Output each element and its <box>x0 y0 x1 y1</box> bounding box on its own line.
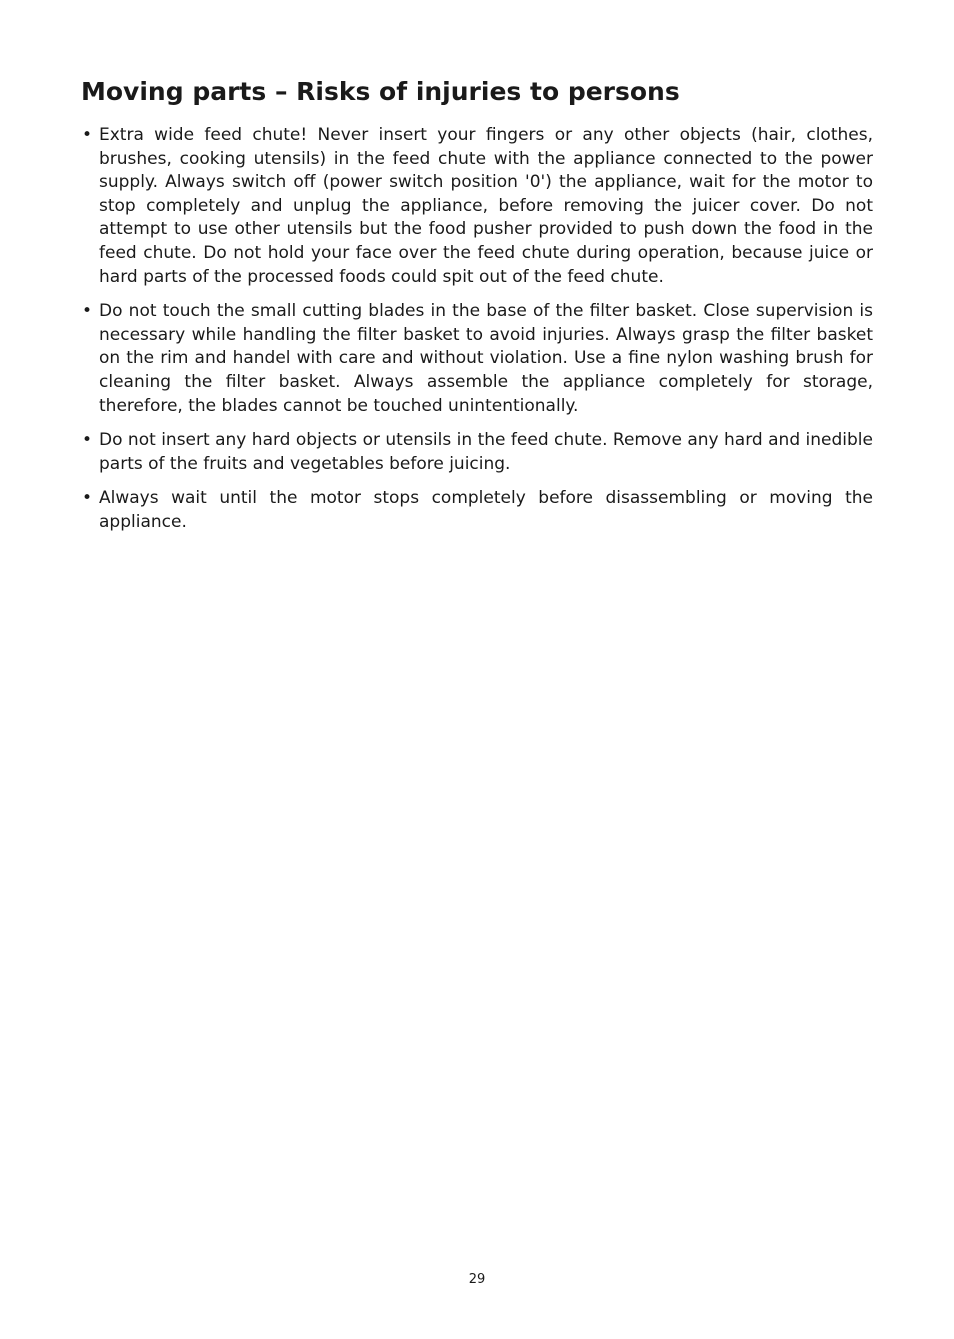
bullet-text: Do not insert any hard objects or utensils in the feed chute. Remove any hard and inedible parts of the fruits and vegetables before juicing. <box>99 430 873 474</box>
bullet-text: Always wait until the motor stops completely before disassembling or moving the appliance. <box>99 488 873 532</box>
bullet-item-cutting-blades <box>82 300 873 418</box>
bullet-item-hard-objects <box>82 429 873 476</box>
bullet-mark: • <box>82 488 93 509</box>
bullet-mark: • <box>82 430 93 451</box>
bullet-item-feed-chute <box>82 124 873 289</box>
bullet-mark: • <box>82 125 93 145</box>
safety-bullet-list <box>82 124 873 546</box>
bullet-text: Do not touch the small cutting blades in the base of the filter basket. Close supervision is necessary while handling the filter basket to avoid injuries. Always grasp the filter basket on the rim and handel with care and without violation. Use a fine nylon washing brush for cleaning the filter basket. Always assemble the appliance completely for storage, therefore, the blades cannot be touched unintentionally. <box>99 301 873 416</box>
bullet-mark: • <box>82 301 93 322</box>
page-number: 29 <box>468 1272 486 1287</box>
bullet-text: Extra wide feed chute! Never insert your fingers or any other objects (hair, clothes, brushes, cooking utensils) in the feed chute with the appliance connected to the power supply. Always switch off (power switch position '0') the appliance, wait for the motor to stop completely and unplug the appliance, before removing the juicer cover. Do not attempt to use other utensils but the food pusher provided to push down the food in the feed chute. Do not hold your face over the feed chute during operation, because juice or hard parts of the processed foods could spit out of the feed chute. <box>99 125 873 287</box>
section-heading: Moving parts – Risks of injuries to persons <box>81 77 680 106</box>
bullet-item-wait-motor <box>82 487 873 534</box>
